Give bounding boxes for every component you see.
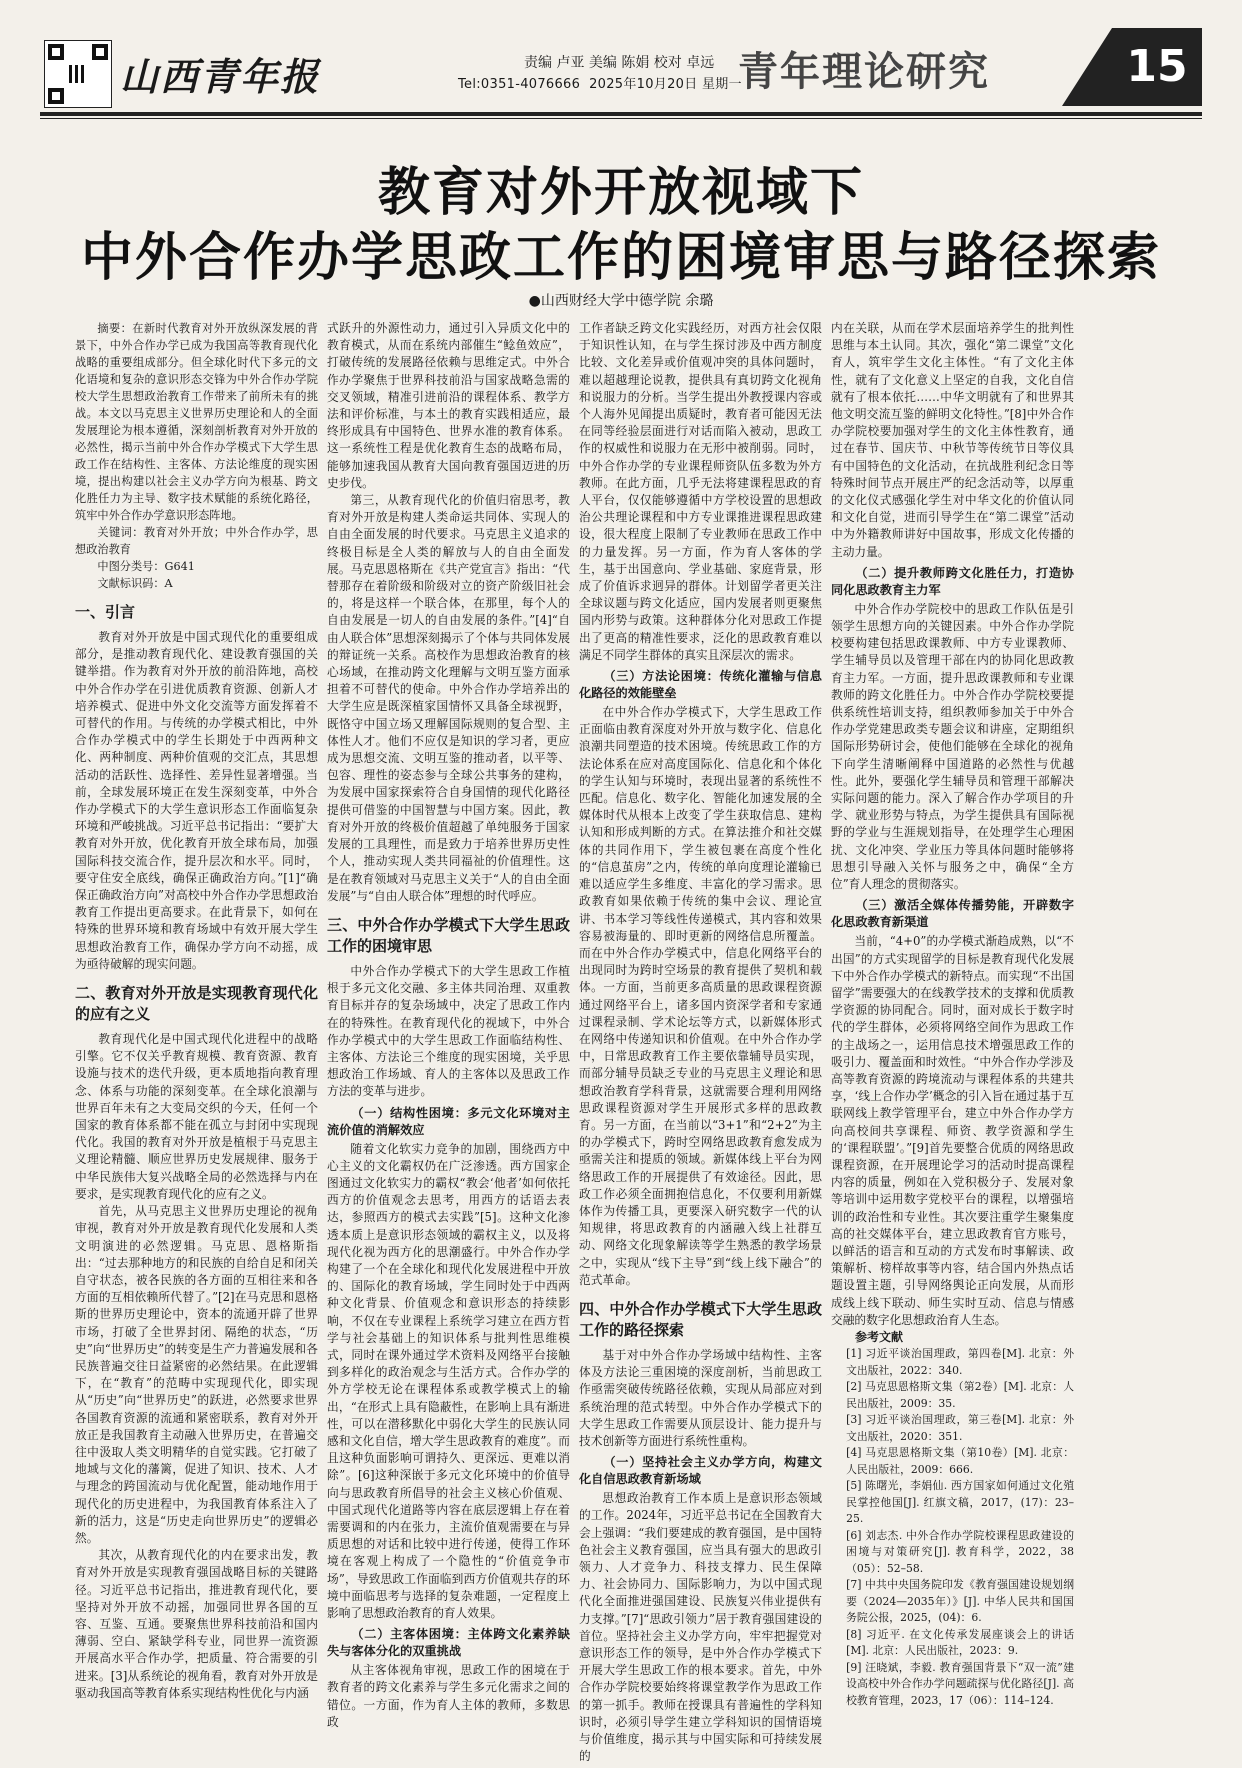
keywords: 关键词：教育对外开放；中外合作办学，思想政治教育	[75, 526, 318, 556]
masthead	[0, 0, 1242, 118]
reference-item: [7] 中共中央国务院印发《教育强国建设规划纲要（2024—2035年）》[J]. 中华人民共和国国务院公报，2025，(04)：6.	[846, 1578, 1074, 1625]
body-paragraph: 内在关联，从而在学术层面培养学生的批判性思维与本土认同。其次，强化“第二课堂”文化育人，筑牢学生文化主体性。“有了文化主体性，就有了文化意义上坚定的自我，文化自信就有了根本依托……中华文明就有了和世界其他文明交流互鉴的鲜明文化特性。”[8]中外合作办学院校要加强对学生的文化主体性教育，通过在春节、国庆节、中秋节等传统节日等仪具有中国特色的文化活动，在抗战胜利纪念日等特殊时间节点开展庄严的纪念活动等，以厚重的文化仪式感强化学生对中华文化的价值认同和文化自觉，进而引导学生在“第二课堂”活动中为外籍教师讲好中国故事，形成文化传播的主动力量。	[831, 321, 1074, 559]
column-2-body	[327, 320, 570, 1731]
header-rule	[40, 112, 1202, 116]
body-paragraph: 教育现代化是中国式现代化进程中的战略引擎。它不仅关乎教育规模、教育资源、教育设施与技术的迭代升级，更本质地指向教育理念、体系与功能的深刻变革。在全球化浪潮与世界百年未有之大变局交织的今天，任何一个国家的教育体系都不能在孤立与封闭中实现现代化。我国的教育对外开放是植根于马克思主义理论精髓、顺应世界历史发展规律、服务于中华民族伟大复兴战略全局的必然选择与内在要求，是实现教育现代化的应有之义。	[75, 1032, 318, 1201]
references-heading: 参考文献	[855, 1329, 904, 1344]
reference-item: [4] 马克思恩格斯文集（第10卷）[M]. 北京：人民出版社，2009：666.	[846, 1446, 1074, 1476]
newspaper-logo: 山西青年报	[120, 54, 321, 99]
body-paragraph: 首先，从马克思主义世界历史理论的视角审视，教育对外开放是教育现代化发展和人类文明演进的必然逻辑。马克思、恩格斯指出：“过去那种地方的和民族的自给自足和闭关自守状态，被各民族的各方面的互相往来和各方面的互相依赖所代替了。”[2]在马克思和恩格斯的世界历史理论中，资本的流通开辟了世界市场，打破了全世界封闭、隔绝的状态，“历史”向“世界历史”的转变是生产力普遍发展和各民族普遍交往日益紧密的必然结果。在此逻辑下，在“教育”的范畴中实现现代化，即实现从“历史”向“世界历史”的跃进，必然要求世界各国教育资源的流通和紧密联系，教育对外开放正是我国教育主动融入世界历史，在普遍交往中汲取人类文明精华的自觉实践。它打破了地域与文化的藩篱，促进了知识、技术、人才与理念的跨国流动与优化配置，能动地作用于现代化的历史进程中，为我国教育体系注入了新的活力，这是“历史走向世界历史”的逻辑必然。	[75, 1204, 318, 1545]
reference-item: [6] 刘志杰. 中外合作办学院校课程思政建设的困境与对策研究[J]. 教育科学，2022，38（05）：52–58.	[846, 1528, 1074, 1575]
column-4	[831, 320, 1074, 1750]
subsection-heading: （一）坚持社会主义办学方向，构建文化自信思政教育新场域	[579, 1455, 822, 1487]
header-rule-thin	[40, 118, 1202, 119]
body-paragraph: 中外合作办学模式下的大学生思政工作植根于多元文化交融、多主体共同治理、双重教育目标并存的复杂场域中，决定了思政工作内在的特殊性。在教育现代化的视域下，中外合作办学模式中的大学生思政工作面临结构性、主客体、方法论三个维度的现实困境，关乎思想政治工作场域、育人的主客体以及思政工作方法的变革与进步。	[327, 963, 570, 1099]
page-number: 15	[1112, 28, 1202, 106]
body-paragraph: 工作者缺乏跨文化实践经历，对西方社会仅限于知识性认知，在与学生探讨涉及中西方制度比较、文化差异或价值观冲突的具体问题时，难以超越理论说教，提供具有真切跨文化视角和说服力的分析。当学生提出外教授课内容或个人海外见闻提出质疑时，教育者可能因无法在同等经验层面进行对话而陷入被动，思政工作的权威性和说服力在无形中被削弱。同时，中外合作办学的专业课程师资队伍多数为外方教师。在此方面，几乎无法将建课程思政的育人平台，仅仅能够遵循中方学校设置的思想政治公共理论课程和中方专业课推进课程思政建设，很大程度上限制了专业教师在思政工作中的力量发挥。另一方面，作为育人客体的学生，基于出国意向、学业基础、家庭背景，形成了价值诉求迥异的群体。计划留学者更关注全球议题与跨文化适应，国内发展者则更聚焦国内形势与政策。这种群体分化对思政工作提出了更高的精准性要求，泛化的思政教育难以满足不同学生群体的真实且深层次的需求。	[579, 321, 822, 662]
section-heading: 二、教育对外开放是实现教育现代化的应有之义	[75, 984, 318, 1024]
body-paragraph: 当前，“4+0”的办学模式渐趋成熟，以“不出国”的方式实现留学的目标是教育现代化发展下中外合作办学模式的新特点。而实现“不出国留学”需要强大的在线教学技术的支撑和优质教学资源的协同配合。同时，面对成长于数字时代的学生群体，必须将网络空间作为思政工作的主战场之一，运用信息技术增强思政工作的吸引力、覆盖面和时效性。“中外合作办学涉及高等教育资源的跨境流动与课程体系的共建共享，‘线上合作办学’概念的引入旨在通过基于互联网线上教学管理平台，建立中外合作办学方向高校间共享课程、师资、教学资源和学生的‘课程联盟’。”[9]首先要整合优质的网络思政课程资源，在开展理论学习的活动时提高课程内容的质量，例如在入党积极分子、发展对象等培训中运用数字党校平台的课程，以增强培训的政治性和专业性。其次要注重学生聚集度高的社交媒体平台，建立思政教育官方账号，以鲜活的语言和互动的方式发布时事解读、政策解析、榜样故事等内容，结合国内外热点话题设置主题，引导网络舆论正向发展，从而形成线上线下联动、师生实时互动、信息与情感交融的数字化思想政治育人生态。	[831, 934, 1074, 1327]
subsection-heading: （三）激活全媒体传播势能，开辟数字化思政教育新渠道	[831, 898, 1074, 930]
headline-line-2: 中外合作办学思政工作的困境审思与路径探索	[80, 228, 1161, 288]
body-paragraph: 教育对外开放是中国式现代化的重要组成部分，是推动教育现代化、建设教育强国的关键举措。作为教育对外开放的前沿阵地，高校中外合作办学在引进优质教育资源、创新人才培养模式、促进中外文化交流等方面发挥着不可替代的作用。与传统的办学模式相比，中外合作办学模式中的学生长期处于中西两种文化、两种制度、两种价值观的交汇点，其思想活动的活跃性、选择性、差异性显著增强。当前，全球发展环境正在发生深刻变革，中外合作办学模式下的大学生意识形态工作面临复杂环境和严峻挑战。习近平总书记指出：“要扩大教育对外开放，优化教育开放全球布局，加强国际科技交流合作，提升层次和水平。同时，要守住安全底线，确保正确政治方向。”[1]“确保正确政治方向”对高校中外合作办学思想政治教育工作提出更高要求。在此背景下，如何在特殊的世界环境和教育场域中有效开展大学生思想政治教育工作，确保办学方向不动摇，成为亟待破解的现实问题。	[75, 630, 318, 971]
column-3-body	[579, 320, 822, 1765]
reference-item: [9] 汪晓斌，李毅. 教育强国背景下“双一流”建设高校中外合作办学问题疏探与优化路径[J]. 高校教育管理，2023，17（06）：114–124.	[846, 1660, 1074, 1707]
reference-item: [3] 习近平谈治国理政，第三卷[M]. 北京：外文出版社，2020：351.	[846, 1413, 1074, 1443]
headline-line-1: 教育对外开放视域下	[377, 163, 864, 223]
body-paragraph: 在中外合作办学模式下，大学生思政工作正面临由教育深度对外开放与数字化、信息化浪潮共同塑造的技术困境。传统思政工作的方法论体系在应对高度国际化、信息化和个体化的学生认知与环境时，表现出显著的系统性不匹配。信息化、数字化、智能化加速发展的全媒体时代从根本上改变了学生获取信息、建构认知和形成判断的方式。在算法推介和社交媒体的共同作用下，学生被包裹在高度个性化的“信息茧房”之内，传统的单向度理论灌输已难以适应学生多维度、丰富化的学习需求。思政教育如果依赖于传统的集中会议、理论宣讲、书本学习等线性传递模式，其内容和效果容易被海量的、即时更新的网络信息所覆盖。而在中外合作办学模式中，信息化网络平台的出现同时为跨时空场景的教育提供了契机和载体。一方面，当前更多高质量的思政课程资源通过网络平台上，诸多国内资深学者和专家通过课程录制、学术论坛等方式，以新媒体形式在网络中传递知识和价值观。在中外合作办学中，日常思政教育工作主要依靠辅导员实现，而部分辅导员缺乏专业的马克思主义理论和思想政治教育学科背景，这就需要合理利用网络思政课程资源对学生开展形式多样的思政教育。另一方面，在当前以“3+1”和“2+2”为主的办学模式下，跨时空网络思政教育愈发成为亟需关注和提质的领域。新媒体线上平台为网络思政工作的开展提供了有效途径。因此，思政工作必须全面拥抱信息化，不仅要利用新媒体作为传播工具，更要深入研究数字一代的认知规律，将思政教育的内涵融入线上社群互动、网络文化现象解读等学生熟悉的教学场景之中，实现从“线下主导”到“线上线下融合”的范式革命。	[579, 705, 822, 1287]
body-paragraph: 从主客体视角审视，思政工作的困境在于教育者的跨文化素养与学生多元化需求之间的错位。一方面，作为育人主体的教师，多数思政	[327, 1663, 570, 1729]
section-heading: 三、中外合作办学模式下大学生思政工作的困境审思	[327, 915, 570, 955]
body-paragraph: 基于对中外合作办学场域中结构性、主客体及方法论三重困境的深度剖析，当前思政工作亟需突破传统路径依赖，实现从局部应对到系统治理的范式转型。中外合作办学模式下的大学生思政工作需要从顶层设计、能力提升与技术创新等方面进行系统性重构。	[579, 1347, 822, 1448]
subsection-heading: （一）结构性困境：多元文化环境对主流价值的消解效应	[327, 1105, 570, 1137]
reference-item: [1] 习近平谈治国理政，第四卷[M]. 北京：外文出版社，2022：340.	[846, 1347, 1074, 1377]
reference-item: [5] 陈曙光，李娟仙. 西方国家如何通过文化殖民掌控他国[J]. 红旗文稿，2017，(17)：23–25.	[846, 1479, 1074, 1526]
column-2	[327, 320, 570, 1750]
body-paragraph: 思想政治教育工作本质上是意识形态领域的工作。2024年，习近平总书记在全国教育大会上强调：“我们要建成的教育强国，是中国特色社会主义教育强国，应当具有强大的思政引领力、人才竞争力、科技支撑力、民生保障力、社会协同力、国际影响力，为以中国式现代化全面推进强国建设、民族复兴伟业提供有力支撑。”[7]“思政引领力”居于教育强国建设的首位。坚持社会主义办学方向，牢牢把握党对意识形态工作的领导，是中外合作办学模式下开展大学生思政工作的根本要求。首先，中外合作办学院校要始终将课堂教学作为思政工作的第一抓手。教师在授课具有普遍性的学科知识时，必须引导学生建立学科知识的国情语境与价值维度，揭示其与中国实际和可持续发展的	[579, 1491, 822, 1764]
author-byline: ●山西财经大学中德学院 余璐	[528, 293, 714, 309]
body-paragraph: 中外合作办学院校中的思政工作队伍是引领学生思想方向的关键因素。中外合作办学院校要构建包括思政课教师、中方专业课教师、学生辅导员以及管理干部在内的协同化思政教育主力军。一方面，提升思政课教师和专业课教师的跨文化胜任力。中外合作办学院校要提供系统性培训支持，组织教师参加关于中外合作办学党建思政类专题会议和讲座，定期组织国际形势研讨会，使他们能够在全球化的视角下向学生清晰阐释中国道路的必然性与优越性。此外，要强化学生辅导员和管理干部解决实际问题的能力。深入了解合作办学项目的升学、就业形势与特点，为学生提供具有国际视野的学业与生涯规划指导，在处理学生心理困扰、文化冲突、学业压力等具体问题时能够将思想引导融入关怀与服务之中，确保“全方位”育人理念的贯彻落实。	[831, 601, 1074, 892]
section-heading: 一、引言	[75, 603, 136, 621]
body-paragraph: 第三，从教育现代化的价值归宿思考，教育对外开放是构建人类命运共同体、实现人的自由全面发展的时代要求。马克思主义追求的终极目标是全人类的解放与人的自由全面发展。马克思恩格斯在《共产党宣言》指出：“代替那存在着阶级和阶级对立的资产阶级旧社会的，将是这样一个联合体，在那里，每个人的自由发展是一切人的自由发展的条件。”[4]“自由人联合体”思想深刻揭示了个体与共同体发展的辩证统一关系。高校作为思想政治教育的核心场域，在推动跨文化理解与文明互鉴方面承担着不可替代的使命。中外合作办学培养出的大学生应是既深植家国情怀又具备全球视野，既恪守中国立场又理解国际规则的复合型、主体性人才。他们不应仅是知识的学习者，更应成为思想交流、文明互鉴的推动者，以平等、包容、理性的姿态参与全球公共事务的建构，为发展中国家探索符合自身国情的现代化路径提供可借鉴的中国智慧与中国方案。因此，教育对外开放的终极价值超越了单纯服务于国家发展的工具理性，而是致力于培养世界历史性个人，推动实现人类共同福祉的价值理性。这是在教育领域对马克思主义关于“人的自由全面发展”与“自由人联合体”理想的时代呼应。	[327, 493, 570, 903]
editors-line: 责编 卢亚 美编 陈娟 校对 卓远	[524, 55, 715, 71]
body-paragraph: 随着文化软实力竞争的加剧，围绕西方中心主义的文化霸权仍在广泛渗透。西方国家企图通过文化软实力的霸权“教会‘他者’如何依托西方的价值观念去思考，用西方的话语去表达，参照西方的模式去实践”[5]。这种文化渗透本质上是意识形态领域的霸权主义，以及将现代化视为西方化的思潮盛行。中外合作办学构建了一个在全球化和现代化发展进程中开放的、国际化的教育场域，学生同时处于中西两种文化背景、价值观念和意识形态的持续影响，不仅在专业课程上系统学习建立在西方哲学与社会基础上的知识体系与批判性思维模式，同时在课外通过学术资料及网络平台接触到多样化的政治观念与生活方式。合作办学的外方学校无论在课程体系或教学模式上的输出，“在形式上具有隐蔽性，在影响上具有渐进性，可以在潜移默化中弱化大学生的民族认同感和文化自信，增大学生思政教育的难度”。而且这种负面影响可谓持久、更深远、更难以消除”。[6]这种深嵌于多元文化环境中的价值导向与思政教育所倡导的社会主义核心价值观、中国式现代化道路等内容在底层逻辑上存在着需要调和的内在张力，主流价值观需要在与异质思想的对话和比较中进行传递，使得工作环境在客观上构成了一个隐性的“价值竞争市场”，导致思政工作面临到西方价值观共存的环境中面临思考与选择的复杂难题，一定程度上影响了思想政治教育的育人效果。	[327, 1141, 570, 1621]
qr-code-icon	[44, 40, 112, 108]
doc-code: 文献标识码：A	[97, 577, 173, 590]
section-heading: 四、中外合作办学模式下大学生思政工作的路径探索	[579, 1299, 822, 1339]
page-number-tab	[972, 28, 1202, 106]
body-paragraph: 式跃升的外源性动力，通过引入异质文化中的教育模式，从而在系统内部催生“鲶鱼效应”，打破传统的发展路径依赖与思维定式。中外合作办学聚焦于世界科技前沿与国家战略急需的交叉领域，精准引进前沿的课程体系、教学方法和评价标准，与本土的教育实践相适应，最终形成具有中国特色、世界水准的教育体系。这一系统性工程是优化教育生态的战略布局，能够加速我国从教育大国向教育强国迈进的历史步伐。	[327, 321, 570, 490]
reference-item: [8] 习近平. 在文化传承发展座谈会上的讲话[M]. 北京：人民出版社，2023：9.	[846, 1627, 1074, 1658]
tel: Tel:0351-4076666	[458, 77, 581, 92]
body-paragraph: 其次，从教育现代化的内在要求出发，教育对外开放是实现教育强国战略目标的关键路径。习近平总书记指出，推进教育现代化，要坚持对外开放不动摇，加强同世界各国的互容、互鉴、互通。要聚焦世界科技前沿和国内薄弱、空白、紧缺学科专业，同世界一流资源开展高水平合作办学，把质量、符合需要的引进来。[3]从系统论的视角看，教育对外开放是驱动我国高等教育体系实现结构性优化与内涵	[75, 1548, 318, 1700]
column-1-body	[75, 602, 318, 1702]
column-1	[75, 320, 318, 1750]
column-4-body	[831, 320, 1074, 1709]
subsection-heading: （二）提升教师跨文化胜任力，打造协同化思政教育主力军	[831, 565, 1074, 597]
reference-item: [2] 马克思恩格斯文集（第2卷）[M]. 北京：人民出版社，2009：35.	[846, 1380, 1074, 1410]
clc-number: 中图分类号：G641	[97, 560, 195, 573]
tel-date-line	[458, 73, 742, 92]
abstract: 摘要：在新时代教育对外开放纵深发展的背景下，中外合作办学已成为我国高等教育现代化战略的重要组成部分。但全球化时代下多元的文化语境和复杂的意识形态交锋为中外合作办学院校大学生思想政治教育工作带来了前所未有的挑战。本文以马克思主义世界历史理论和人的全面发展理论为根本遵循，深刻剖析教育对外开放的必然性，揭示当前中外合作办学模式下大学生思政工作在结构性、主客体、方法论维度的现实困境，提出构建以社会主义办学方向为根基、跨文化胜任力为主导、数字技术赋能的系统化路径，筑牢中外合作办学意识形态阵地。	[75, 322, 318, 522]
section-title: 青年理论研究	[738, 48, 990, 95]
subsection-heading: （二）主客体困境：主体跨文化素养缺失与客体分化的双重挑战	[327, 1627, 570, 1659]
subsection-heading: （三）方法论困境：传统化灌输与信息化路径的效能壁垒	[579, 669, 822, 701]
issue-date: 2025年10月20日 星期一	[589, 77, 742, 92]
column-3	[579, 320, 822, 1764]
